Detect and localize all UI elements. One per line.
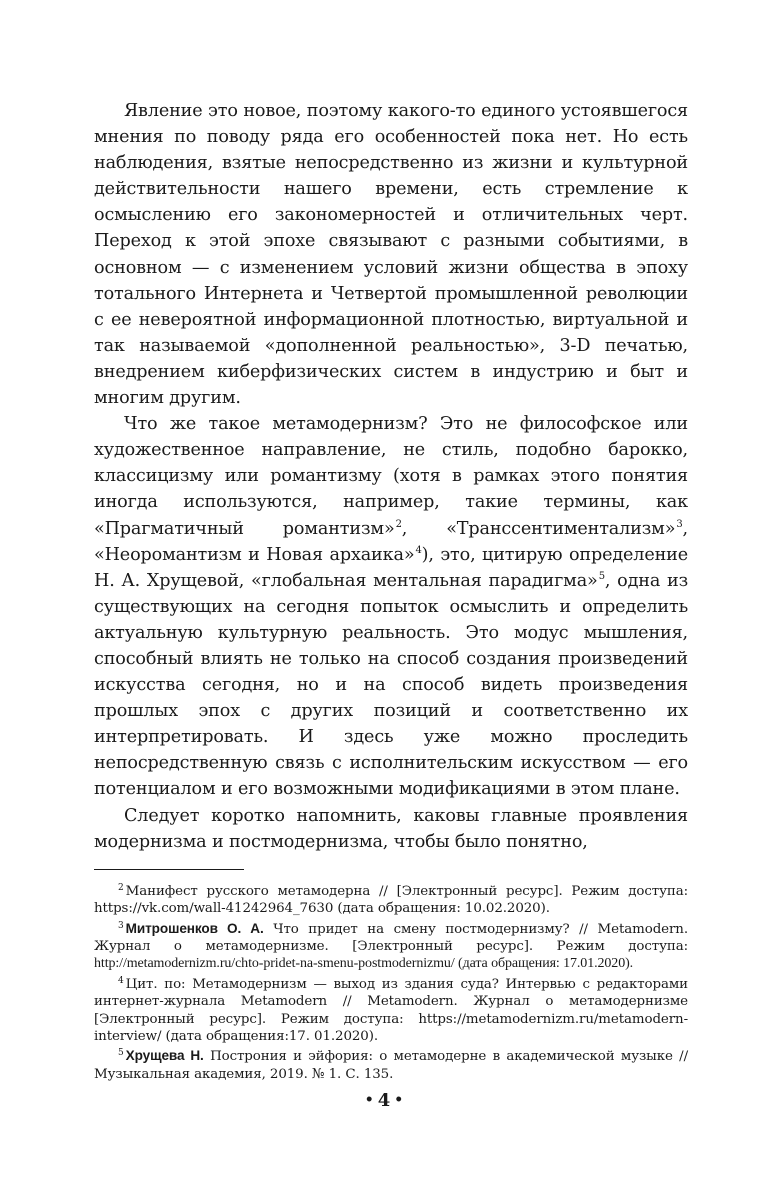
footnote-divider (94, 869, 244, 870)
page-number-value: 4 (377, 1090, 391, 1111)
footnote-url: http://metamodernizm.ru/chto-pridet-na-smenu-postmodernizmu/ (дата обращения: 17.01.2020). (94, 956, 634, 972)
footnote-text: Построния и эйфория: о метамодерне в академической музыке // Музыкальная академия, 2019. № 1. С. 135. (94, 1049, 688, 1082)
page-number (0, 1090, 768, 1111)
footnote-number: 4 (118, 975, 124, 986)
paragraph-2-part-d: ), это, цитирую определение Н. А. Хрущевой, «глобальная ментальная парадигма» (94, 544, 688, 591)
body-text (94, 98, 688, 855)
paragraph-2 (94, 411, 688, 802)
footnote-ref-3: 3 (676, 518, 683, 530)
footnote-author: Митрошенков О. А. (125, 920, 264, 936)
folio-bullet-right: • (394, 1092, 404, 1108)
footnote-ref-2: 2 (395, 518, 402, 530)
footnote-ref-4: 4 (415, 544, 422, 556)
paragraph-1: Явление это новое, поэтому какого-то единого устоявшегося мнения по поводу ряда его особенностей пока нет. Но есть наблюдения, взятые непосредственно из жизни и культурной действительности нашего времени, есть стремление к осмыслению его закономерностей и отличительных черт. Переход к этой эпохе связывают с разными событиями, в основном — с изменением условий жизни общества в эпоху тотального Интернета и Четвертой промышленной революции с ее невероятной информационной плотностью, виртуальной и так называемой «дополненной реальностью», 3-D печатью, внедрением киберфизических систем в индустрию и быт и многим другим. (94, 101, 688, 409)
footnote-2 (94, 880, 688, 918)
paragraph-2-part-e: , одна из существующих на сегодня попыток осмыслить и определить актуальную культурную реальность. Это модус мышления, способный влиять не только на способ создания произведений искусства сегодня, но и на способ видеть произведения прошлых эпох с других позиций и соответственно их интерпретировать. И здесь уже можно проследить непосредственную связь с исполнительским искусством — его потенциалом и его возможными модификациями в этом плане. (94, 570, 689, 800)
footnote-3 (94, 918, 688, 973)
footnote-number: 2 (118, 882, 124, 893)
paragraph-2-part-a: Что же такое метамодернизм? Это не философское или художественное направление, не стиль, подобно барокко, классицизму или романтизму (хотя в рамках этого понятия иногда используются, например, такие термины, как «Прагматичный романтизм» (94, 414, 688, 539)
paragraph-3: Следует коротко напомнить, каковы главные проявления модернизма и постмодернизма, чтобы было понятно, (94, 805, 688, 852)
footnote-author: Хрущева Н. (125, 1048, 204, 1064)
footnote-text: Что придет на смену постмодернизму? // Metamodern. Журнал о метамодернизме. [Электронный ресурс]. Режим доступа: (94, 921, 688, 954)
footnote-ref-5: 5 (598, 570, 605, 582)
folio-bullet-left: • (364, 1092, 374, 1108)
footnote-number: 3 (118, 920, 124, 931)
footnote-text: Манифест русского метамодерна // [Электронный ресурс]. Режим доступа: https://vk.com/wall-41242964_7630 (дата обращения: 10.02.2020). (94, 883, 688, 917)
paragraph-2-part-b: , «Транссентиментализм» (401, 518, 676, 539)
page-content (94, 98, 688, 1083)
footnotes (94, 880, 688, 1083)
footnote-text: Цит. по: Метамодернизм — выход из здания суда? Интервью с редакторами интернет-журнала Metamodern // Metamodern. Журнал о метамодернизме [Электронный ресурс]. Режим доступа: https://metamodernizm.ru/metamodern-interview/ (дата обращения:17. 01.2020). (94, 976, 688, 1044)
footnote-number: 5 (118, 1048, 124, 1059)
footnote-4 (94, 973, 688, 1046)
paragraph-2-part-c: , «Неоромантизм и Новая архаика» (94, 518, 688, 565)
footnote-5 (94, 1045, 688, 1083)
